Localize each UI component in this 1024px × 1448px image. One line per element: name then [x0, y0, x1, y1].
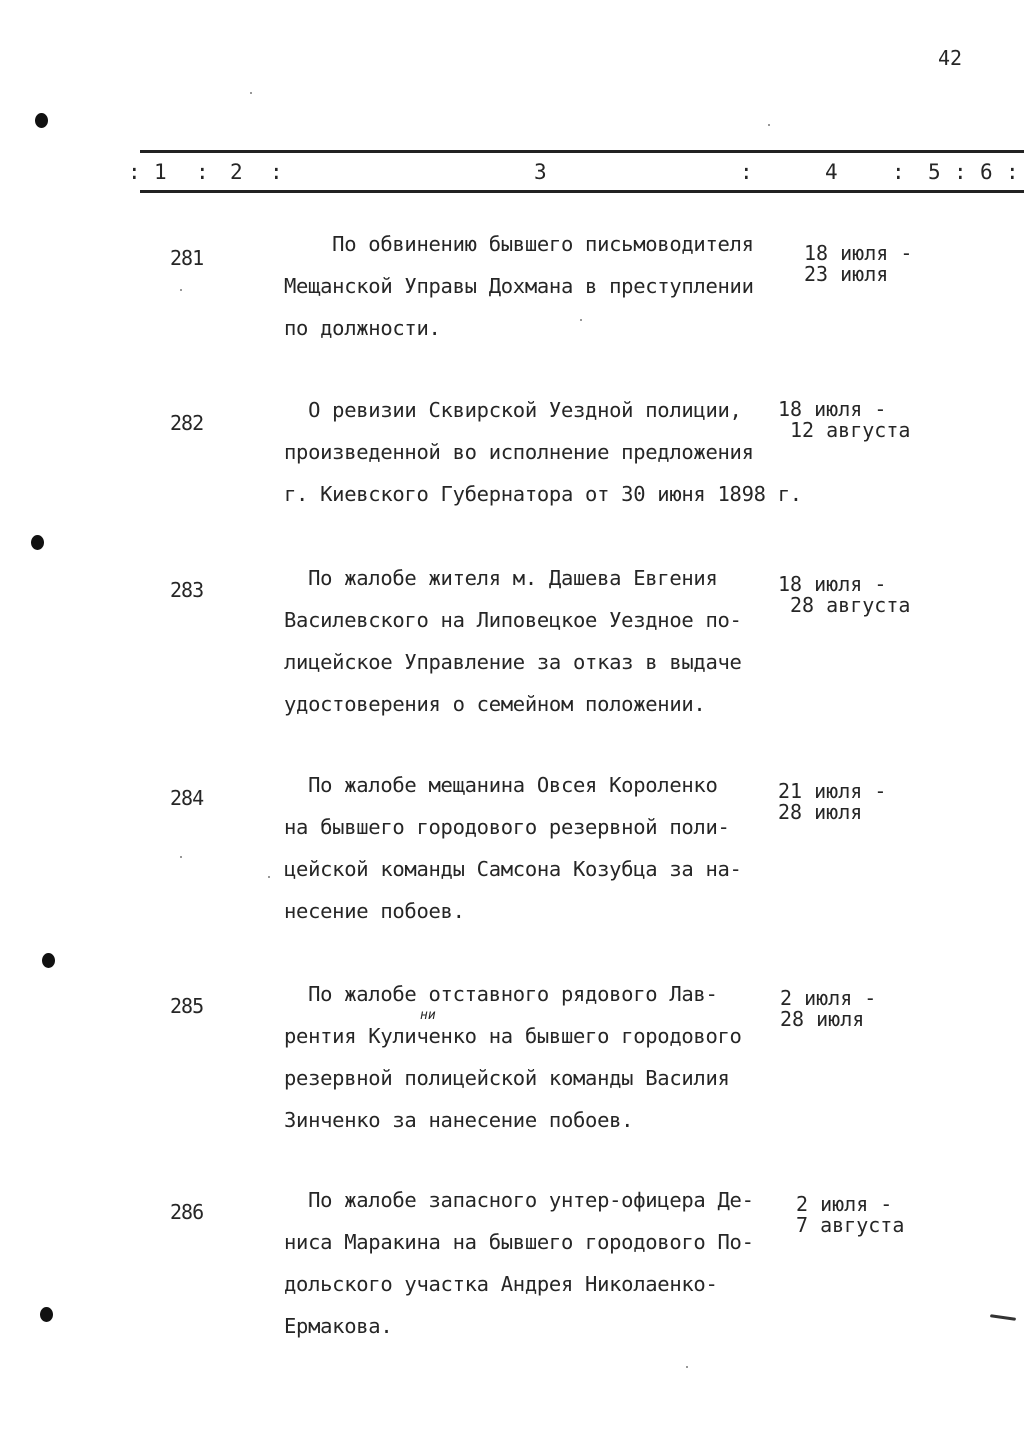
entry-text-line: удостоверения о семейном положении. [284, 692, 706, 716]
handwritten-correction: ни [420, 1008, 436, 1023]
entry-text-line: По жалобе жителя м. Дашева Евгения [284, 566, 718, 590]
entry-number: 283 [170, 578, 204, 602]
entry-date-start: 18 июля - [804, 241, 913, 265]
header-separator: : [128, 160, 141, 184]
entry-date-start: 2 июля - [780, 986, 877, 1010]
entry-date-end: 12 августа [790, 418, 911, 442]
page-number: 42 [938, 46, 963, 70]
entry-text-line: По обвинению бывшего письмоводителя [284, 232, 754, 256]
entry-text-line: несение побоев. [284, 899, 465, 923]
entry-number: 282 [170, 411, 204, 435]
margin-mark [990, 1314, 1016, 1321]
binding-hole [40, 1307, 53, 1322]
entry-date-start: 21 июля - [778, 779, 887, 803]
speck [180, 289, 182, 291]
entry-text-line: Зинченко за нанесение побоев. [284, 1108, 634, 1132]
entry-date-end: 23 июля [804, 262, 889, 286]
header-col-4: 4 [825, 160, 838, 184]
entry-text-line: ниса Маракина на бывшего городового По- [284, 1230, 754, 1254]
entry-text-line: По жалобе запасного унтер-офицера Де- [284, 1188, 754, 1212]
entry-text-line: цейской команды Самсона Козубца за на- [284, 857, 742, 881]
entry-text-line: Василевского на Липовецкое Уездное по- [284, 608, 742, 632]
entry-number: 284 [170, 786, 204, 810]
entry-text-line: дольского участка Андрея Николаенко- [284, 1272, 718, 1296]
header-separator: : [1006, 160, 1019, 184]
entry-text-line: резервной полицейской команды Василия [284, 1066, 730, 1090]
header-bottom-rule [140, 190, 1024, 193]
entry-number: 285 [170, 994, 204, 1018]
binding-hole [31, 535, 44, 550]
entry-number: 286 [170, 1200, 204, 1224]
speck [250, 92, 252, 94]
entry-text-line: Ермакова. [284, 1314, 393, 1338]
entry-text-line: рентия Куличенко на бывшего городового [284, 1024, 742, 1048]
header-separator: : [740, 160, 753, 184]
header-col-1: 1 [154, 160, 167, 184]
entry-number: 281 [170, 246, 204, 270]
header-separator: : [954, 160, 967, 184]
entry-text-line: г. Киевского Губернатора от 30 июня 1898 г. [284, 482, 802, 506]
entry-date-start: 18 июля - [778, 397, 887, 421]
header-separator: : [196, 160, 209, 184]
header-top-rule [140, 150, 1024, 153]
entry-date-start: 18 июля - [778, 572, 887, 596]
entry-text-line: По жалобе мещанина Овсея Короленко [284, 773, 718, 797]
entry-text-line: на бывшего городового резервной поли- [284, 815, 730, 839]
entry-text-line: О ревизии Сквирской Уездной полиции, [284, 398, 742, 422]
entry-text-line: произведенной во исполнение предложения [284, 440, 754, 464]
entry-date-start: 2 июля - [796, 1192, 893, 1216]
entry-text-line: По жалобе отставного рядового Лав- [284, 982, 718, 1006]
header-col-3: 3 [534, 160, 547, 184]
speck [268, 876, 270, 878]
binding-hole [35, 113, 48, 128]
entry-date-end: 28 июля [778, 800, 863, 824]
entry-text-line: по должности. [284, 316, 441, 340]
entry-date-end: 28 августа [790, 593, 911, 617]
speck [580, 319, 582, 321]
entry-text-line: лицейское Управление за отказ в выдаче [284, 650, 742, 674]
header-col-5: 5 [928, 160, 941, 184]
header-separator: : [892, 160, 905, 184]
entry-text-line: Мещанской Управы Дохмана в преступлении [284, 274, 754, 298]
entry-date-end: 7 августа [796, 1213, 905, 1237]
entry-date-end: 28 июля [780, 1007, 865, 1031]
speck [686, 1366, 688, 1368]
header-separator: : [270, 160, 283, 184]
speck [180, 856, 182, 858]
header-col-6: 6 [980, 160, 993, 184]
header-col-2: 2 [230, 160, 243, 184]
speck [768, 124, 770, 126]
binding-hole [42, 953, 55, 968]
